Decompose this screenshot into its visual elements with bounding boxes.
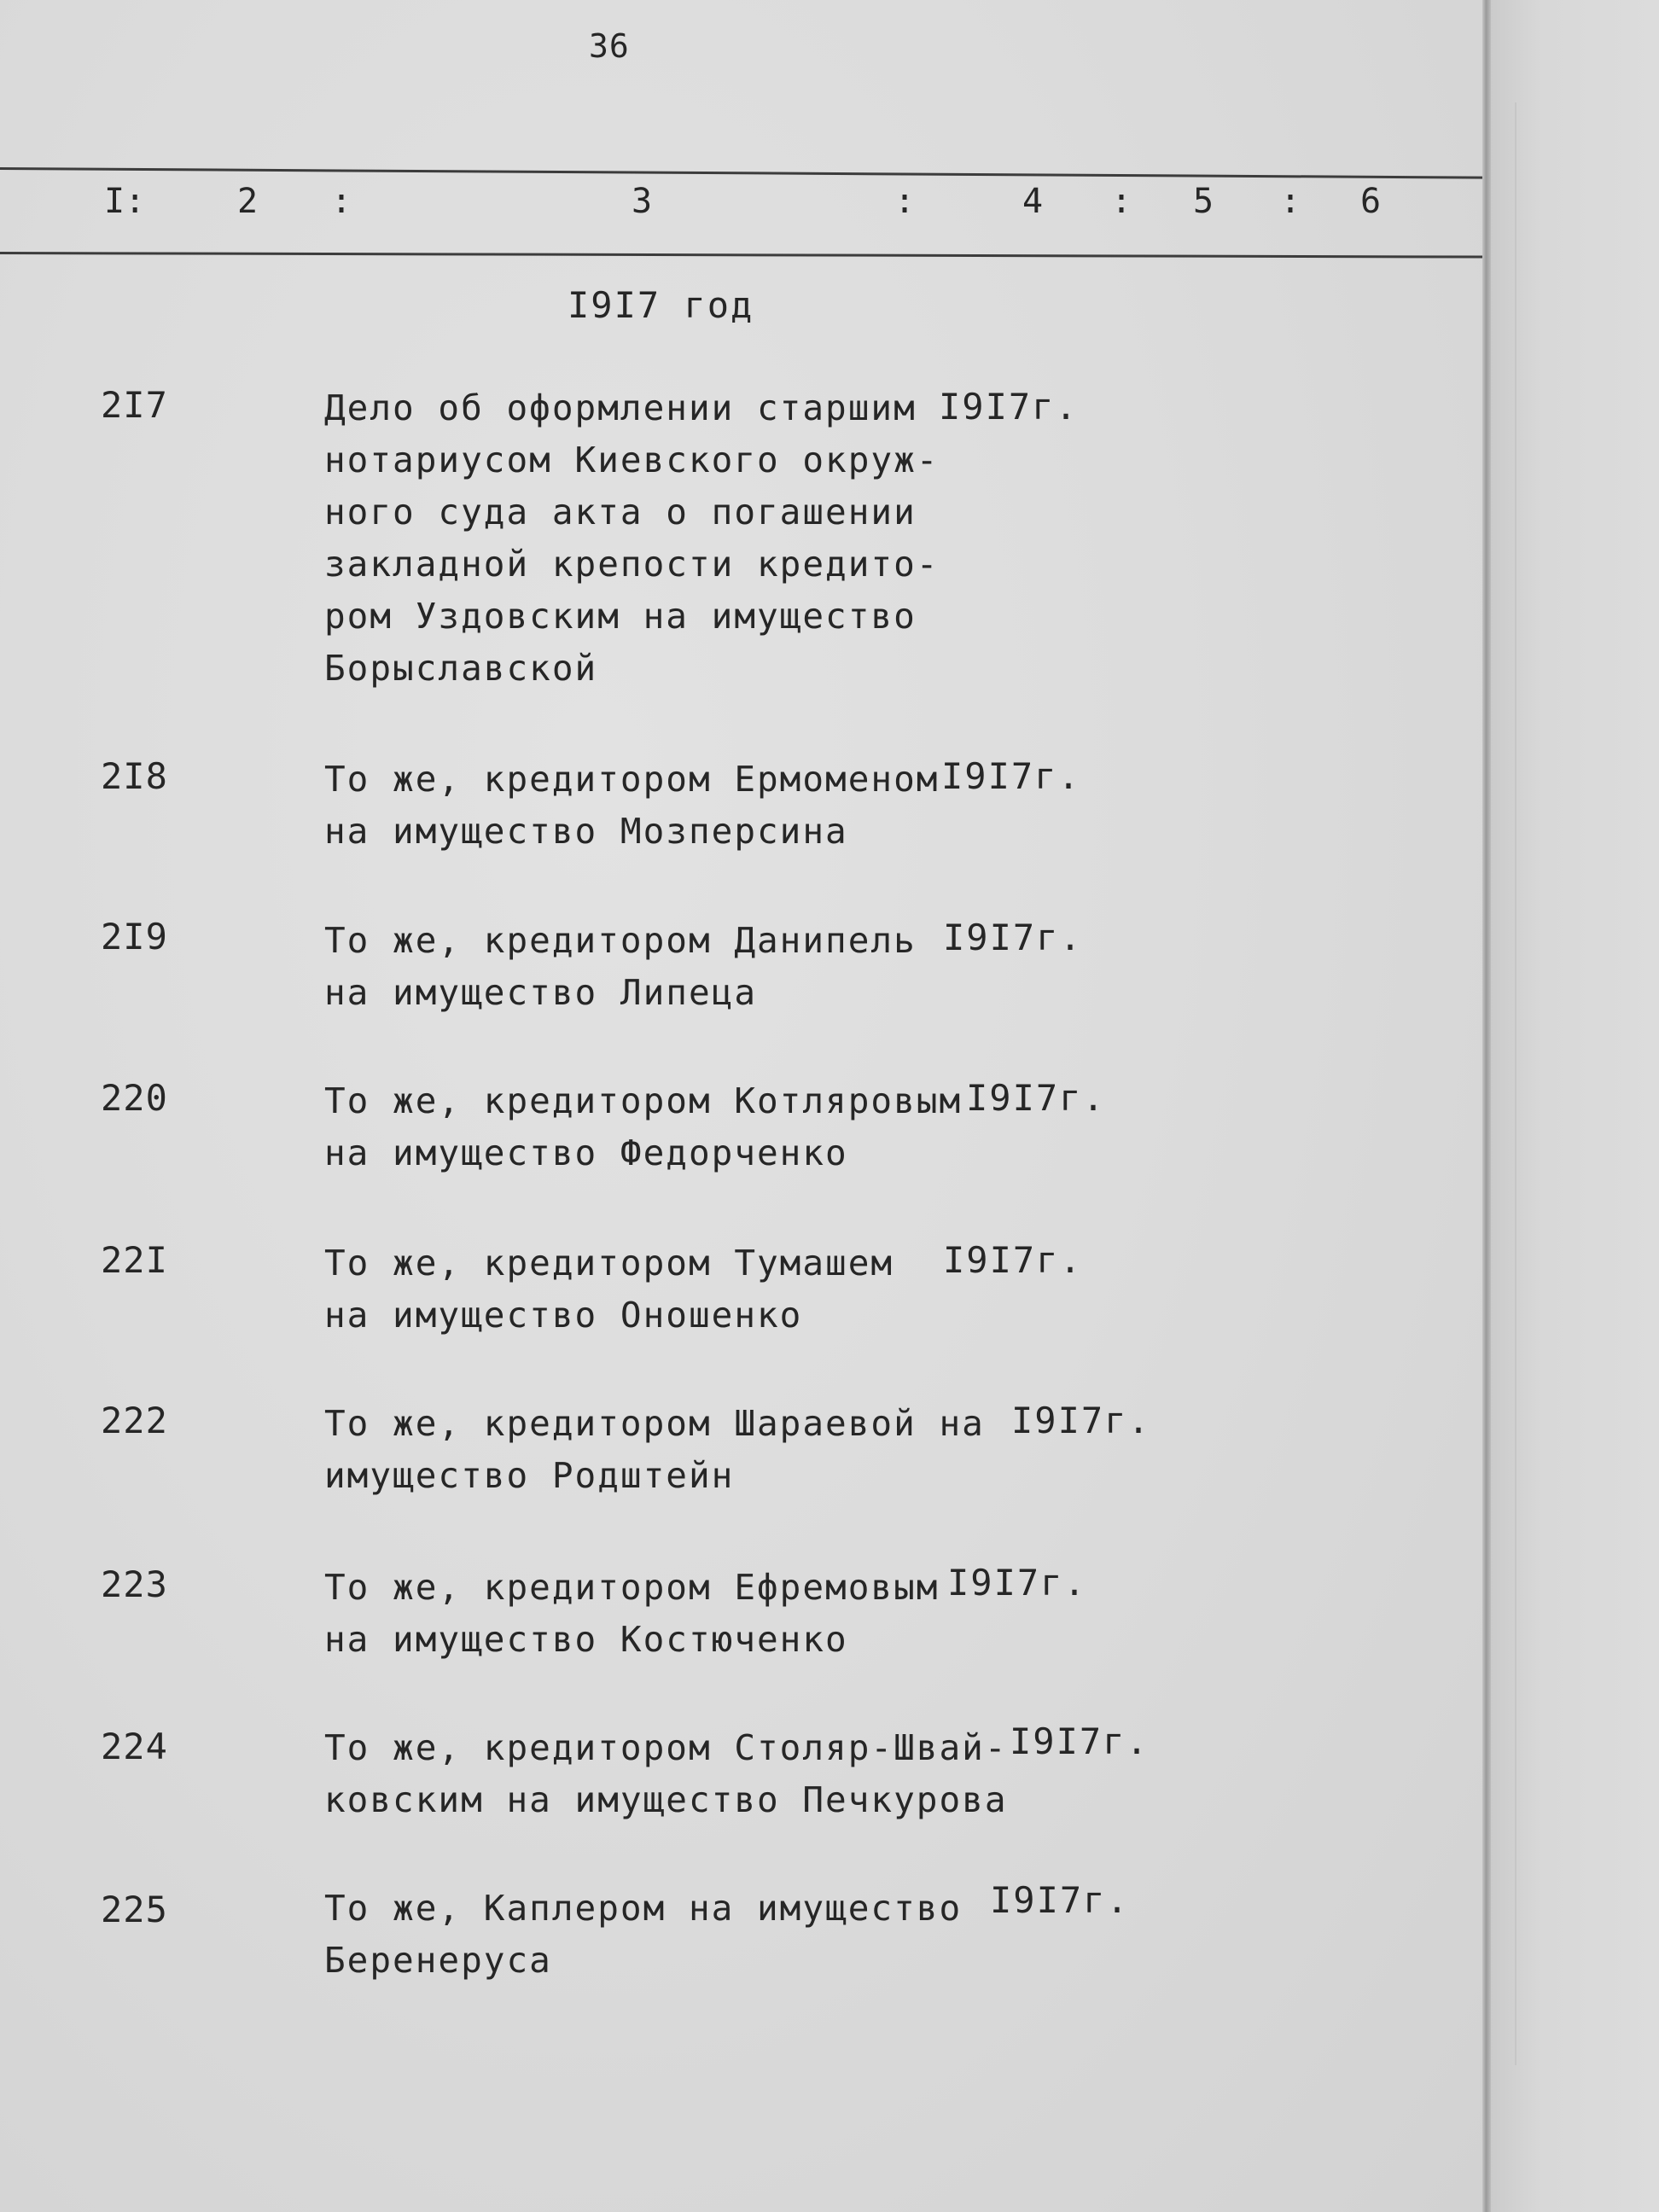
entry-line: Борыславской bbox=[324, 648, 598, 689]
column-header-separator: : bbox=[331, 182, 352, 221]
column-header-1: I: bbox=[104, 182, 146, 221]
entry-description bbox=[324, 382, 939, 695]
column-header-separator: : bbox=[1111, 182, 1132, 221]
entry-line: ного суда акта о погашении bbox=[324, 492, 917, 533]
entry-description bbox=[324, 1562, 939, 1666]
entry-line: То же, кредитором Тумашем bbox=[324, 1243, 894, 1284]
entry-line: имущество Родштейн bbox=[324, 1455, 735, 1496]
entry-line: на имущество Липеца bbox=[324, 972, 757, 1013]
entry-line: Дело об оформлении старшим bbox=[324, 387, 917, 428]
entry-line: на имущество Федорченко bbox=[324, 1132, 848, 1173]
entry-date: I9I7г. bbox=[943, 917, 1083, 958]
entry-date: I9I7г. bbox=[947, 1562, 1087, 1604]
entry-line: закладной крепости кредито- bbox=[324, 544, 940, 585]
entry-number: 225 bbox=[101, 1889, 168, 1930]
entry-number: 2I8 bbox=[101, 755, 168, 797]
entry-date: I9I7г. bbox=[966, 1077, 1106, 1119]
entry-date: I9I7г. bbox=[939, 386, 1079, 428]
header-rule-top bbox=[0, 167, 1482, 179]
entry-line: То же, кредитором Ефремовым bbox=[324, 1567, 940, 1608]
column-header-separator: : bbox=[894, 182, 916, 221]
entry-line: нотариусом Киевского окруж- bbox=[324, 439, 940, 480]
entry-line: То же, Каплером на имущество bbox=[324, 1888, 963, 1929]
entry-line: Беренеруса bbox=[324, 1940, 552, 1981]
column-header-2: 2 bbox=[237, 182, 259, 221]
column-header-3: 3 bbox=[632, 182, 653, 221]
page-edge-shadow bbox=[1482, 0, 1491, 2212]
entry-line: То же, кредитором Столяр-Швай- bbox=[324, 1727, 1008, 1768]
entry-description bbox=[324, 1883, 962, 1987]
entry-line: ковским на имущество Печкурова bbox=[324, 1779, 1008, 1820]
entry-line: То же, кредитором Шараевой на bbox=[324, 1403, 985, 1444]
entry-description bbox=[324, 915, 917, 1019]
entry-date: I9I7г. bbox=[943, 1239, 1083, 1281]
entry-number: 2I7 bbox=[101, 384, 168, 426]
entry-date: I9I7г. bbox=[1010, 1720, 1150, 1762]
entry-line: на имущество Костюченко bbox=[324, 1619, 848, 1660]
entry-date: I9I7г. bbox=[941, 755, 1081, 797]
entry-number: 222 bbox=[101, 1400, 168, 1441]
column-header-separator: : bbox=[1280, 182, 1301, 221]
entry-description bbox=[324, 754, 939, 858]
entry-number: 2I9 bbox=[101, 916, 168, 958]
entry-description bbox=[324, 1398, 985, 1502]
paper-crease bbox=[1515, 102, 1516, 2065]
header-rule-bottom bbox=[0, 252, 1482, 259]
entry-date: I9I7г. bbox=[1011, 1400, 1151, 1441]
entry-description bbox=[324, 1722, 1008, 1826]
column-header-4: 4 bbox=[1022, 182, 1044, 221]
entry-description bbox=[324, 1075, 962, 1179]
page-number: 36 bbox=[589, 27, 630, 65]
entry-line: ром Уздовским на имущество bbox=[324, 596, 917, 637]
entry-line: То же, кредитором Данипель bbox=[324, 920, 917, 961]
entry-line: на имущество Оношенко bbox=[324, 1295, 803, 1336]
section-title: I9I7 год bbox=[568, 284, 754, 326]
entry-number: 220 bbox=[101, 1077, 168, 1119]
entry-number: 223 bbox=[101, 1563, 168, 1605]
entry-description bbox=[324, 1237, 894, 1342]
entry-line: на имущество Мозперсина bbox=[324, 811, 848, 852]
entry-date: I9I7г. bbox=[990, 1879, 1130, 1921]
column-header-6: 6 bbox=[1360, 182, 1382, 221]
column-header-5: 5 bbox=[1193, 182, 1214, 221]
entry-line: То же, кредитором Ермоменом bbox=[324, 759, 940, 800]
entry-line: То же, кредитором Котляровым bbox=[324, 1080, 963, 1121]
entry-number: 22I bbox=[101, 1239, 168, 1281]
entry-number: 224 bbox=[101, 1726, 168, 1767]
